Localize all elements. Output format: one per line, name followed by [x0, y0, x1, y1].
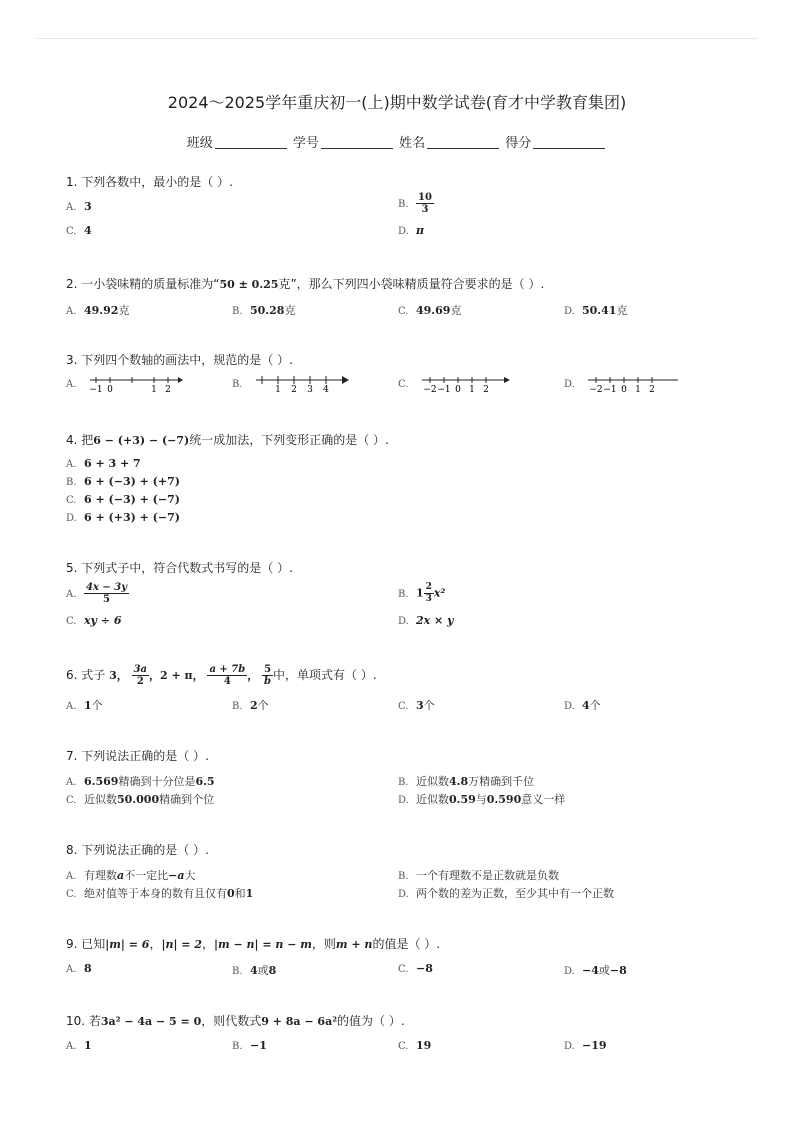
options-row — [66, 697, 746, 715]
question-9 — [66, 936, 746, 980]
option-a: A. −1 0 1 2 — [66, 374, 184, 394]
tick-label: 2 — [482, 385, 489, 394]
question-stem: 10. 若3a² − 4a − 5 = 0，则代数式9 + 8a − 6a²的值为（ ）. — [66, 1014, 405, 1028]
number-line-a — [88, 374, 184, 394]
id-label: 学号 — [292, 136, 319, 151]
tick-label: −1 — [602, 385, 617, 394]
options-row — [66, 773, 746, 791]
tick-label: 0 — [620, 385, 627, 394]
name-label: 姓名 — [399, 136, 426, 151]
option-b: B. 4或8 — [232, 964, 277, 977]
question-stem: 2. 一小袋味精的质量标准为“50 ± 0.25克”，那么下列四小袋味精质量符合要求的是（ ）. — [66, 277, 545, 291]
options-row — [66, 584, 746, 614]
question-stem: 4. 把6 − (+3) − (−7)统一成加法，下列变形正确的是（ ）. — [66, 433, 389, 447]
option-a: A. 6 + 3 + 7 — [66, 457, 141, 470]
class-blank — [215, 136, 287, 149]
question-1 — [66, 174, 746, 242]
tick-label: −2 — [422, 385, 437, 394]
tick-label: 1 — [634, 385, 641, 394]
option-a: A. 1 — [66, 1039, 92, 1052]
number-line-d — [586, 374, 682, 394]
option-b: B. 近似数4.8万精确到千位 — [398, 775, 535, 788]
question-stem: 5. 下列式子中，符合代数式书写的是（ ）. — [66, 561, 293, 575]
option-b: B. 6 + (−3) + (+7) — [66, 475, 180, 488]
question-6 — [66, 660, 746, 715]
question-stem: 3. 下列四个数轴的画法中，规范的是（ ）. — [66, 353, 293, 367]
option-c: C. −8 — [398, 962, 433, 975]
tick-label: −2 — [588, 385, 603, 394]
tick-label: −1 — [88, 385, 103, 394]
option-b: B. 1 $\frac{2}{3}$ x² — [398, 582, 446, 604]
question-stem: 9. 已知|m| = 6，|n| = 2，|m − n| = n − m，则m + n的值是（ ）. — [66, 937, 441, 951]
option-c: C. 3个 — [398, 699, 435, 712]
question-8 — [66, 842, 746, 903]
option-b: B. −1 — [232, 1039, 267, 1052]
number-line-c — [420, 374, 512, 394]
tick-label: 3 — [306, 385, 313, 394]
option-d: D. π — [398, 224, 425, 237]
option-b: B. 50.28克 — [232, 304, 296, 317]
option-c: C. xy ÷ 6 — [66, 614, 122, 627]
options-row — [66, 614, 746, 632]
option-a: A. 49.92克 — [66, 304, 130, 317]
id-blank — [321, 136, 393, 149]
fraction: $\frac{4x - 3y}{5}$ — [86, 582, 128, 605]
option-c: C. 19 — [398, 1039, 432, 1052]
page-title: 2024～2025学年重庆初一(上)期中数学试卷(育才中学教育集团) — [167, 93, 627, 112]
option-a: A. 6.569精确到十分位是6.5 — [66, 775, 215, 788]
question-stem: 7. 下列说法正确的是（ ）. — [66, 749, 209, 763]
tick-label: 1 — [150, 385, 157, 394]
question-3 — [66, 352, 746, 398]
options-row — [66, 1039, 746, 1057]
option-d: D. 近似数0.59与0.590意义一样 — [398, 793, 566, 806]
options-row — [66, 224, 746, 242]
option-c: C. 6 + (−3) + (−7) — [66, 493, 180, 506]
fraction: $\frac{10}{3}$ — [418, 192, 432, 215]
score-blank — [533, 136, 605, 149]
student-info-line — [0, 132, 794, 151]
question-7 — [66, 748, 746, 809]
option-d: D. 4个 — [564, 699, 601, 712]
name-blank — [427, 136, 499, 149]
tick-label: 1 — [468, 385, 475, 394]
question-stem: 6. 式子 3， $\frac{3a}{2}$ ，2 + π， $\frac{a + 7b}{4}$ ， $\frac{5}{b}$ 中，单项式有（ ）. — [66, 664, 377, 687]
tick-label: 2 — [290, 385, 297, 394]
option-d: D. −2 −1 0 1 2 — [564, 374, 682, 394]
option-c: C. 4 — [66, 224, 92, 237]
option-c: C. 绝对值等于本身的数有且仅有0和1 — [66, 887, 254, 900]
option-a: A. 8 — [66, 962, 92, 975]
fraction: $\frac{5}{b}$ — [264, 664, 272, 687]
option-b: B. 2个 — [232, 699, 269, 712]
options-row — [66, 885, 746, 903]
option-b: B. 一个有理数不是正数就是负数 — [398, 869, 559, 882]
tick-label: 0 — [106, 385, 113, 394]
option-d: D. 6 + (+3) + (−7) — [66, 511, 180, 524]
options-column — [66, 457, 746, 529]
option-c: C. −2 −1 0 1 2 — [398, 374, 512, 394]
options-row — [66, 962, 746, 980]
option-c: C. 49.69克 — [398, 304, 462, 317]
number-line-b — [254, 374, 350, 394]
option-d: D. 2x × y — [398, 614, 454, 627]
question-5 — [66, 560, 746, 632]
option-c: C. 近似数50.000精确到个位 — [66, 793, 215, 806]
tick-label: 0 — [454, 385, 461, 394]
fraction: $\frac{3a}{2}$ — [133, 664, 148, 687]
class-label: 班级 — [186, 136, 213, 151]
question-stem: 1. 下列各数中，最小的是（ ）. — [66, 175, 233, 189]
option-a: A. $\frac{4x - 3y}{5}$ — [66, 582, 128, 605]
option-a: A. 1个 — [66, 699, 103, 712]
option-a: A. 3 — [66, 200, 92, 213]
options-row — [66, 302, 746, 320]
option-b: B. 1 2 3 4 — [232, 374, 350, 394]
option-a: A. 有理数a不一定比−a大 — [66, 869, 196, 882]
option-d: D. −4或−8 — [564, 964, 627, 977]
options-row — [66, 791, 746, 809]
tick-label: 2 — [164, 385, 171, 394]
fraction: $\frac{2}{3}$ — [425, 582, 432, 604]
option-d: D. 两个数的差为正数，至少其中有一个正数 — [398, 887, 614, 900]
tick-label: 2 — [648, 385, 655, 394]
tick-label: 4 — [322, 385, 329, 394]
question-4 — [66, 432, 746, 529]
option-d: D. −19 — [564, 1039, 607, 1052]
option-b: B. $\frac{10}{3}$ — [398, 192, 432, 215]
question-2 — [66, 276, 746, 320]
question-stem: 8. 下列说法正确的是（ ）. — [66, 843, 209, 857]
options-row — [66, 192, 746, 224]
score-label: 得分 — [505, 136, 532, 151]
question-10 — [66, 1013, 746, 1057]
header-divider — [36, 38, 758, 39]
tick-label: 1 — [274, 385, 281, 394]
fraction: $\frac{a + 7b}{4}$ — [209, 664, 246, 687]
option-d: D. 50.41克 — [564, 304, 628, 317]
options-row — [66, 867, 746, 885]
tick-label: −1 — [436, 385, 451, 394]
options-row — [66, 374, 746, 398]
